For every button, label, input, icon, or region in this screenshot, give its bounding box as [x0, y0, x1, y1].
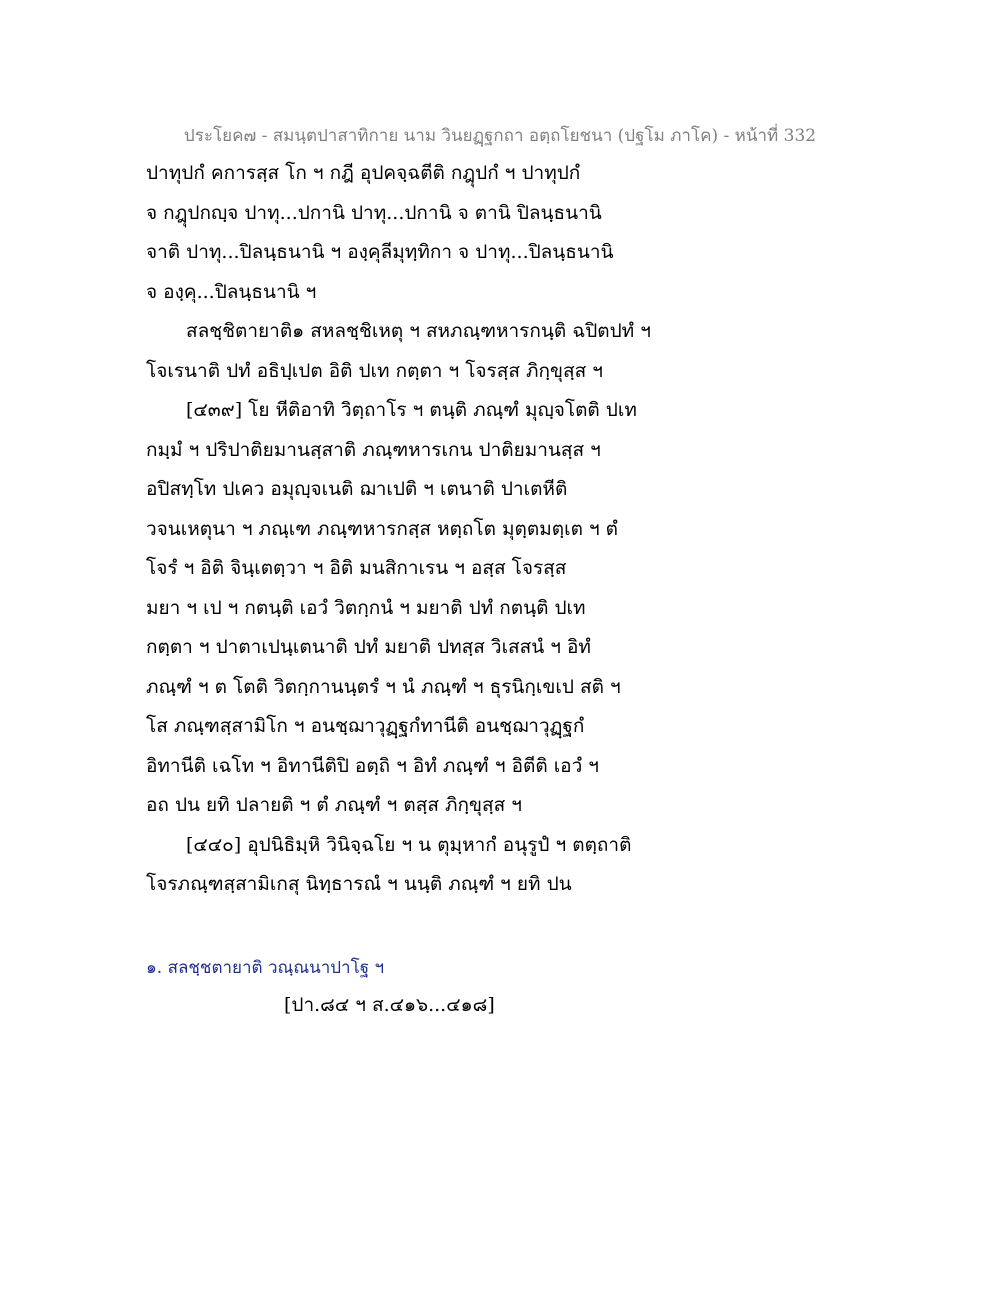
page-reference: [ปา.๘๔ ฯ ส.๔๑๖...๔๑๘] [284, 994, 495, 1016]
text-line: โจรภณฺฑสฺสามิเกสุ นิทฺธารณํ ฯ นนฺติ ภณฺฑํ ฯ ยทิ ปน [146, 873, 572, 895]
text-line: โส ภณฺฑสฺสามิโก ฯ อนชฺฌาวุฏฺฐกํทานีติ อนชฺฌาวุฏฺฐกํ [146, 715, 585, 737]
text-line: จ กฎุปกญฺจ ปาทุ...ปกานิ ปาทุ...ปกานิ จ ตานิ ปิลนฺธนานิ [146, 201, 602, 224]
text-line: ปาทุปกํ คการสฺส โก ฯ กฎี อุปคจฺฉตีติ กฎุปกํ ฯ ปาทุปกํ [146, 162, 581, 184]
text-line: กมฺมํ ฯ ปริปาติยมานสฺสาติ ภณฺฑหารเกน ปาติยมานสฺส ฯ [146, 438, 601, 461]
footnote: ๑. สลชฺชตายาติ วณฺณนาปาโฐ ฯ [146, 958, 385, 978]
text-line: โจเรนาติ ปทํ อธิปฺเปต อิติ ปเท กตฺตา ฯ โจรสฺส ภิกฺขุสฺส ฯ [146, 359, 603, 382]
text-line: อิทานีติ เฉโท ฯ อิทานีติปิ อตฺถิ ฯ อิทํ ภณฺฑํ ฯ อิตีติ เอวํ ฯ [146, 754, 599, 777]
text-line: วจนเหตุนา ฯ ภณฺเฑ ภณฺฑหารกสฺส หตฺถโต มุตฺตมตฺเต ฯ ตํ [146, 517, 619, 540]
text-line: อถ ปน ยทิ ปลายติ ฯ ตํ ภณฺฑํ ฯ ตสฺส ภิกฺขุสฺส ฯ [146, 794, 522, 816]
text-line: มยา ฯ เป ฯ กตนฺติ เอวํ วิตกฺกนํ ฯ มยาติ ปทํ กตนฺติ ปเท [146, 596, 586, 619]
text-line: จาติ ปาทุ...ปิลนฺธนานิ ฯ องฺคุลีมุทฺทิกา จ ปาทุ...ปิลนฺธนานิ [146, 241, 614, 263]
text-line: [๔๔๐] อุปนิธิมฺหิ วินิจฺฉโย ฯ น ตุมฺหากํ อนุรูปํ ฯ ตตฺถาติ [186, 833, 632, 856]
text-line: โจรํ ฯ อิติ จินฺเตตฺวา ฯ อิติ มนสิกาเรน ฯ อสฺส โจรสฺส [146, 557, 567, 579]
text-line: ภณฺฑํ ฯ ต โตติ วิตกฺกานนฺตรํ ฯ นํ ภณฺฑํ ฯ ธุรนิกฺเขเป สติ ฯ [146, 675, 621, 698]
text-line: [๔๓๙] โย หีติอาทิ วิตฺถาโร ฯ ตนฺติ ภณฺฑํ มุญฺจโตติ ปเท [186, 399, 637, 421]
body-text [146, 158, 866, 909]
page-header: ประโยค๗ - สมนฺตปาสาทิกาย นาม วินยฏฺฐกถา อตฺถโยชนา (ปฐโม ภาโค) - หน้าที่ 332 [183, 126, 817, 146]
text-line: กตฺตา ฯ ปาตาเปนฺเตนาติ ปทํ มยาติ ปทสฺส วิเสสนํ ฯ อิทํ [146, 636, 591, 658]
text-line: อปิสทฺโท ปเคว อมุญฺจเนติ ฌาเปติ ฯ เตนาติ ปาเตหีติ [146, 478, 568, 500]
text-line: จ องฺคุ...ปิลนฺธนานิ ฯ [146, 280, 317, 303]
text-line: สลชฺชิตายาติ๑ สหลชฺชิเหตุ ฯ สหภณฺฑหารกนฺติ ฉปิตปทํ ฯ [186, 320, 651, 342]
